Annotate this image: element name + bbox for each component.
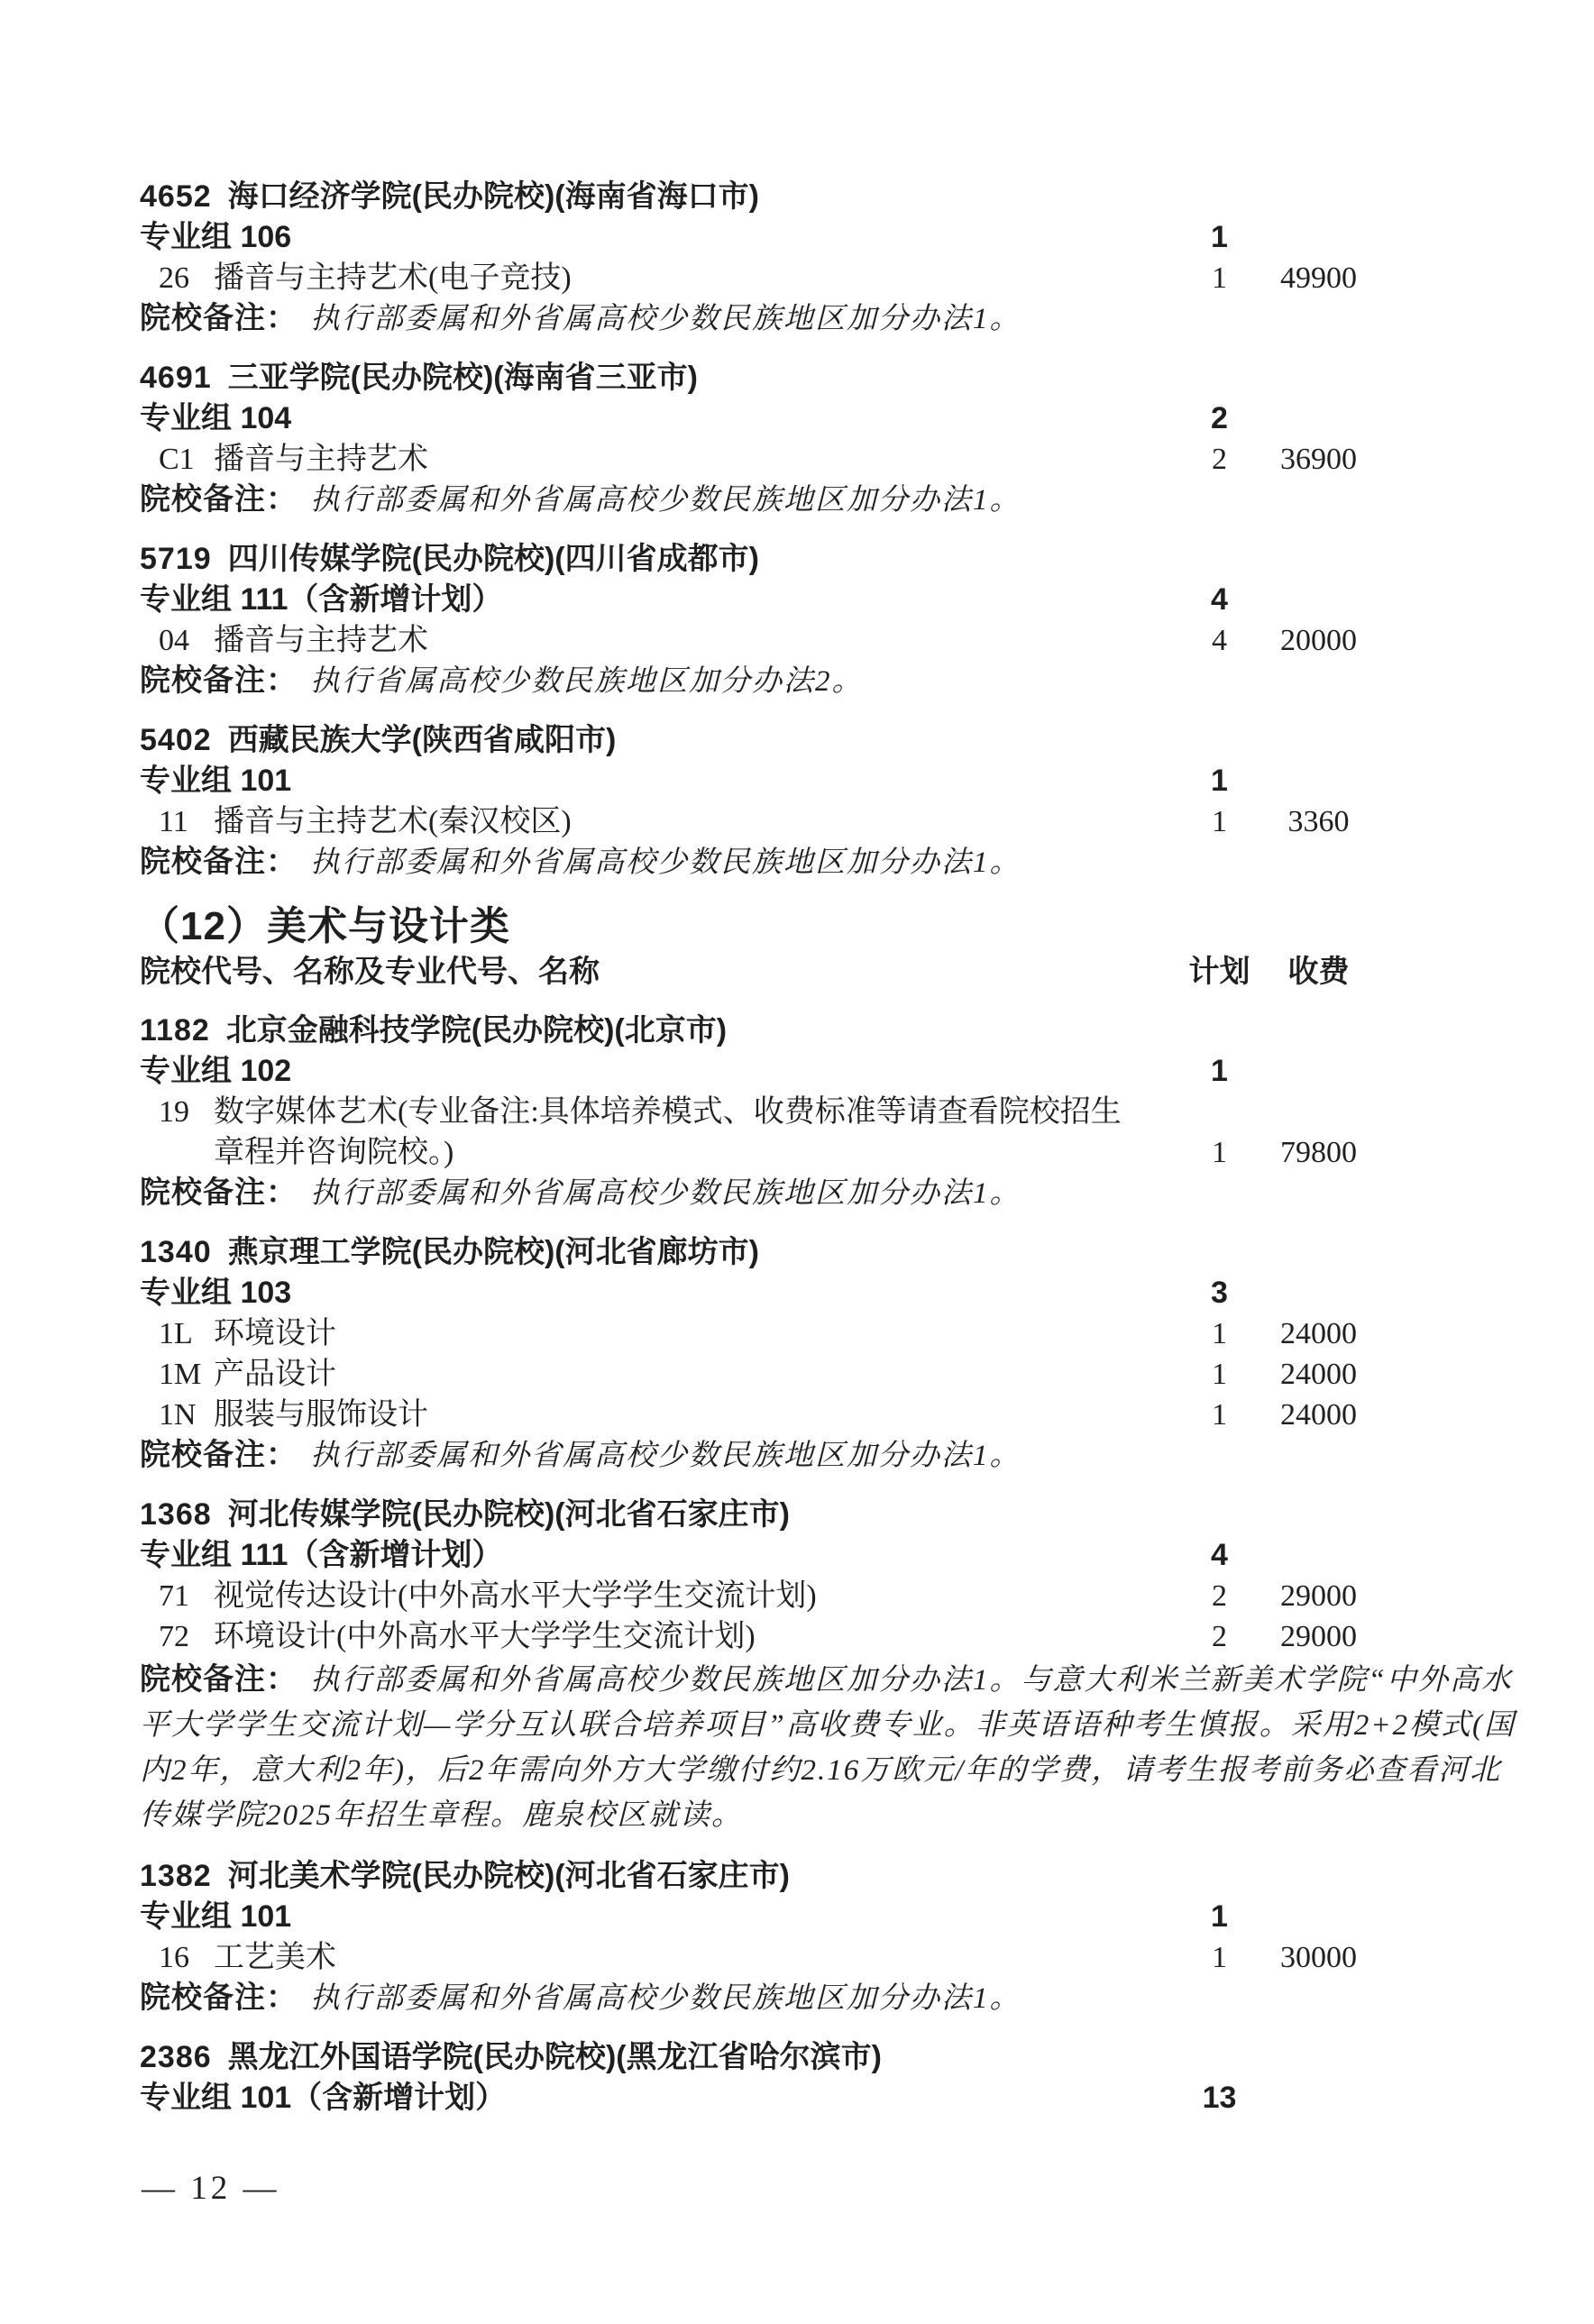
remark-text: 执行部委属和外省属高校少数民族地区加分办法1。 [310,484,1021,517]
group-plan-count: 4 [1211,1538,1228,1572]
major-name: 环境设计 [214,1317,336,1350]
major-fee-value: 30000 [1280,1941,1357,1974]
major-group-row [140,580,1519,620]
major-group-label: 专业组 101（含新增计划） [140,2081,507,2115]
institution-block [140,539,1519,702]
institution-code: 1382 [140,1859,212,1893]
major-plan-count: 1 [1212,1941,1227,1974]
major-plan-count: 1 [1212,261,1227,295]
major-plan-count: 2 [1212,443,1227,476]
remark-text: 执行部委属和外省属高校少数民族地区加分办法1。与意大利米兰新美术学院“中外高水平大学学生交流计划—学分互认联合培养项目”高收费专业。非英语语种考生慎报。采用2+2模式(国内2年，意大利2年)，后2年需向外方大学缴付约2.16万欧元/年的学费，请考生报考前务必查看河北传媒学院2025年招生章程。鹿泉校区就读。 [140,1664,1516,1832]
major-row [140,801,1519,842]
group-plan-count: 13 [1202,2081,1237,2115]
remark-label: 院校备注： [140,301,298,335]
institution-name: 河北传媒学院(民办院校)(河北省石家庄市) [227,1497,790,1532]
institution-remark [140,480,1519,521]
major-text [140,1313,1181,1354]
major-code: 26 [159,261,189,295]
column-header-name: 院校代号、名称及专业代号、名称 [140,955,600,989]
major-name: 服装与服饰设计 [214,1398,428,1432]
institution-remark [140,1978,1519,2019]
institution-name: 四川传媒学院(民办院校)(四川省成都市) [227,542,759,576]
institution-row [140,2037,1519,2078]
major-group-label: 专业组 111（含新增计划） [140,582,503,617]
major-text [140,1937,1181,1978]
page-content [140,177,1519,2136]
major-fee-value: 79800 [1280,1136,1357,1169]
institution-block [140,1011,1519,1214]
major-group-row [140,2078,1519,2118]
institution-code: 4691 [140,361,212,395]
table-header-row [140,952,1519,993]
major-group-label: 专业组 111（含新增计划） [140,1538,503,1572]
institution-name: 北京金融科技学院(民办院校)(北京市) [225,1013,728,1048]
institution-code: 1340 [140,1235,212,1269]
remark-label: 院校备注： [140,663,298,698]
major-plan-count: 1 [1212,1398,1227,1432]
remark-text: 执行部委属和外省属高校少数民族地区加分办法1。 [310,1982,1021,2015]
major-fee-value: 49900 [1280,261,1357,295]
institution-block [140,2037,1519,2118]
institution-remark [140,661,1519,702]
major-code: 1M [159,1358,202,1391]
institution-code: 5719 [140,542,212,576]
major-text [140,439,1181,480]
major-row [140,1937,1519,1978]
institution-row [140,1011,1519,1051]
remark-text: 执行部委属和外省属高校少数民族地区加分办法1。 [310,846,1021,879]
group-plan-count: 4 [1211,582,1228,617]
remark-label: 院校备注： [140,1662,298,1697]
group-plan-count: 3 [1211,1276,1228,1310]
major-name: 视觉传达设计(中外高水平大学学生交流计划) [214,1579,817,1613]
institution-row [140,177,1519,217]
column-header-fee: 收费 [1287,955,1350,989]
major-group-label: 专业组 101 [140,764,292,798]
institution-remark [140,842,1519,883]
institution-name: 燕京理工学院(民办院校)(河北省廊坊市) [227,1235,759,1269]
major-plan-count: 1 [1212,1136,1227,1169]
major-name: 播音与主持艺术(电子竞技) [214,261,572,295]
major-row [140,1092,1519,1173]
group-plan-count: 2 [1211,401,1228,435]
major-row [140,439,1519,480]
institution-block [140,1495,1519,1838]
institution-name: 河北美术学院(民办院校)(河北省石家庄市) [227,1859,790,1893]
major-fee-value: 24000 [1280,1317,1357,1350]
major-text [140,1395,1181,1435]
remark-text: 执行部委属和外省属高校少数民族地区加分办法1。 [310,303,1021,335]
major-text [140,1354,1181,1395]
major-text [140,1092,1181,1173]
institution-row [140,1856,1519,1897]
major-row [140,1313,1519,1354]
major-fee-value: 36900 [1280,443,1357,476]
institution-code: 5402 [140,723,212,757]
remark-label: 院校备注： [140,1176,298,1210]
major-group-label: 专业组 101 [140,1899,292,1934]
major-plan-count: 2 [1212,1620,1227,1653]
institution-code: 2386 [140,2040,212,2074]
blocks-after-section [140,1011,1519,2118]
institution-code: 1182 [140,1013,210,1048]
major-text [140,1576,1181,1616]
institution-block [140,1856,1519,2019]
major-group-row [140,217,1519,258]
major-fee-value: 29000 [1280,1579,1357,1613]
major-fee-value: 3360 [1287,805,1350,838]
institution-name: 西藏民族大学(陕西省咸阳市) [227,723,617,757]
major-group-row [140,1273,1519,1313]
major-row [140,1616,1519,1657]
institution-row [140,1495,1519,1535]
major-fee-value: 24000 [1280,1358,1357,1391]
major-group-label: 专业组 102 [140,1054,292,1088]
institution-block [140,720,1519,883]
institution-code: 1368 [140,1497,212,1532]
institution-name: 海口经济学院(民办院校)(海南省海口市) [227,179,759,214]
major-code: C1 [159,443,195,476]
major-code: 11 [159,805,188,838]
institution-block [140,358,1519,521]
major-fee-value: 29000 [1280,1620,1357,1653]
institution-row [140,539,1519,580]
institution-remark [140,1173,1519,1214]
blocks-before-section [140,177,1519,883]
institution-remark [140,1657,1519,1838]
institution-block [140,177,1519,340]
institution-name: 黑龙江外国语学院(民办院校)(黑龙江省哈尔滨市) [227,2040,882,2074]
major-group-row [140,398,1519,439]
major-code: 72 [159,1620,189,1653]
major-row [140,1354,1519,1395]
major-plan-count: 4 [1212,624,1227,657]
remark-label: 院校备注： [140,1981,298,2015]
major-name: 播音与主持艺术 [214,624,428,657]
major-name: 播音与主持艺术(秦汉校区) [214,805,572,838]
remark-label: 院校备注： [140,1438,298,1472]
group-plan-count: 1 [1211,220,1228,254]
remark-text: 执行部委属和外省属高校少数民族地区加分办法1。 [310,1440,1021,1472]
major-code: 19 [159,1095,189,1129]
major-fee-value: 24000 [1280,1398,1357,1432]
major-name: 播音与主持艺术 [214,443,428,476]
major-row [140,258,1519,298]
institution-remark [140,1435,1519,1477]
major-text [140,258,1181,298]
major-code: 04 [159,624,189,657]
group-plan-count: 1 [1211,1899,1228,1934]
section-heading: （12）美术与设计类 [140,904,510,948]
remark-label: 院校备注： [140,845,298,879]
remark-label: 院校备注： [140,482,298,517]
institution-block [140,1232,1519,1477]
major-group-row [140,1897,1519,1937]
major-text [140,620,1181,661]
group-plan-count: 1 [1211,1054,1228,1088]
remark-text: 执行部委属和外省属高校少数民族地区加分办法1。 [310,1177,1021,1210]
institution-row [140,358,1519,398]
major-group-label: 专业组 104 [140,401,292,435]
institution-name: 三亚学院(民办院校)(海南省三亚市) [227,361,698,395]
major-code: 1L [159,1317,193,1350]
major-text [140,801,1181,842]
major-plan-count: 1 [1212,1317,1227,1350]
major-plan-count: 1 [1212,805,1227,838]
remark-text: 执行省属高校少数民族地区加分办法2。 [310,665,864,698]
major-group-row [140,761,1519,801]
major-name: 环境设计(中外高水平大学学生交流计划) [214,1620,756,1653]
institution-row [140,720,1519,761]
major-group-row [140,1051,1519,1092]
major-row [140,1395,1519,1435]
major-name: 工艺美术 [214,1941,336,1974]
page-number: — 12 — [142,2170,280,2207]
major-name: 产品设计 [214,1358,336,1391]
institution-row [140,1232,1519,1273]
institution-remark [140,298,1519,340]
major-group-label: 专业组 103 [140,1276,292,1310]
major-code: 71 [159,1579,189,1613]
column-header-plan: 计划 [1188,955,1250,989]
major-plan-count: 2 [1212,1579,1227,1613]
group-plan-count: 1 [1211,764,1228,798]
major-code: 16 [159,1941,189,1974]
major-code: 1N [159,1398,197,1432]
major-group-row [140,1535,1519,1576]
major-name: 数字媒体艺术(专业备注:具体培养模式、收费标准等请查看院校招生章程并咨询院校。) [214,1095,1122,1169]
major-plan-count: 1 [1212,1358,1227,1391]
major-row [140,1576,1519,1616]
major-group-label: 专业组 106 [140,220,292,254]
major-row [140,620,1519,661]
institution-code: 4652 [140,179,212,214]
major-text [140,1616,1181,1657]
major-fee-value: 20000 [1280,624,1357,657]
